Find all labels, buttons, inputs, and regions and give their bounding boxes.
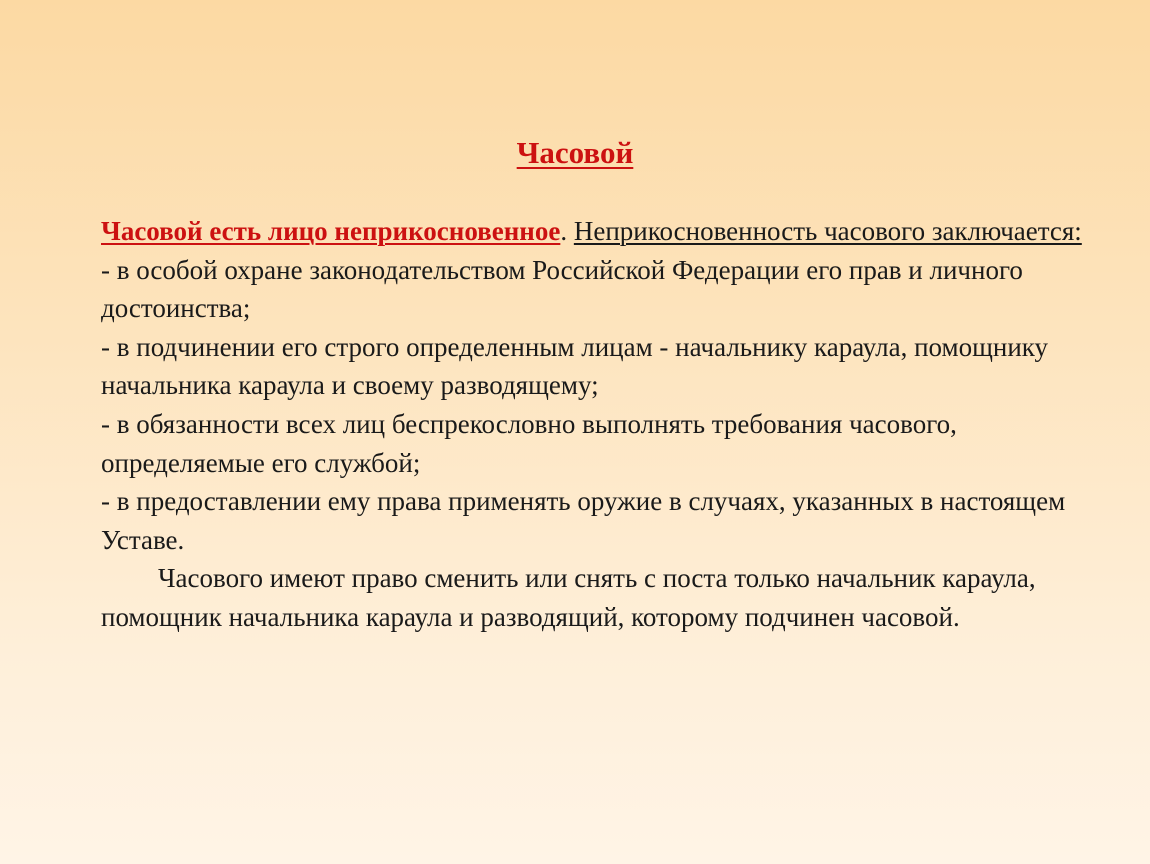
closing-paragraph: Часового имеют право сменить или снять с поста только начальник караула, помощник начальника караула и разводящий, которому подчинен часовой. [101, 563, 1036, 632]
intro-underlined-phrase: Неприкосновенность часового заключается: [573, 216, 1082, 246]
list-item: - в обязанности всех лиц беспрекословно выполнять требования часового, определяемые его службой; [101, 408, 957, 478]
intro-red-phrase: Часовой есть лицо неприкосновенное [101, 216, 561, 246]
list-item: - в предоставлении ему права применять оружие в случаях, указанных в настоящем Уставе. [101, 486, 1066, 555]
intro-period: . [560, 216, 574, 246]
slide-title: Часовой [516, 135, 634, 170]
slide-body [101, 212, 1101, 637]
list-item: - в особой охране законодательством Российской Федерации его прав и личного достоинства; [101, 254, 1023, 324]
list-item: - в подчинении его строго определенным лицам - начальнику караула, помощнику начальника караула и своему разводящему; [101, 331, 1049, 401]
intro-paragraph [101, 212, 1101, 251]
